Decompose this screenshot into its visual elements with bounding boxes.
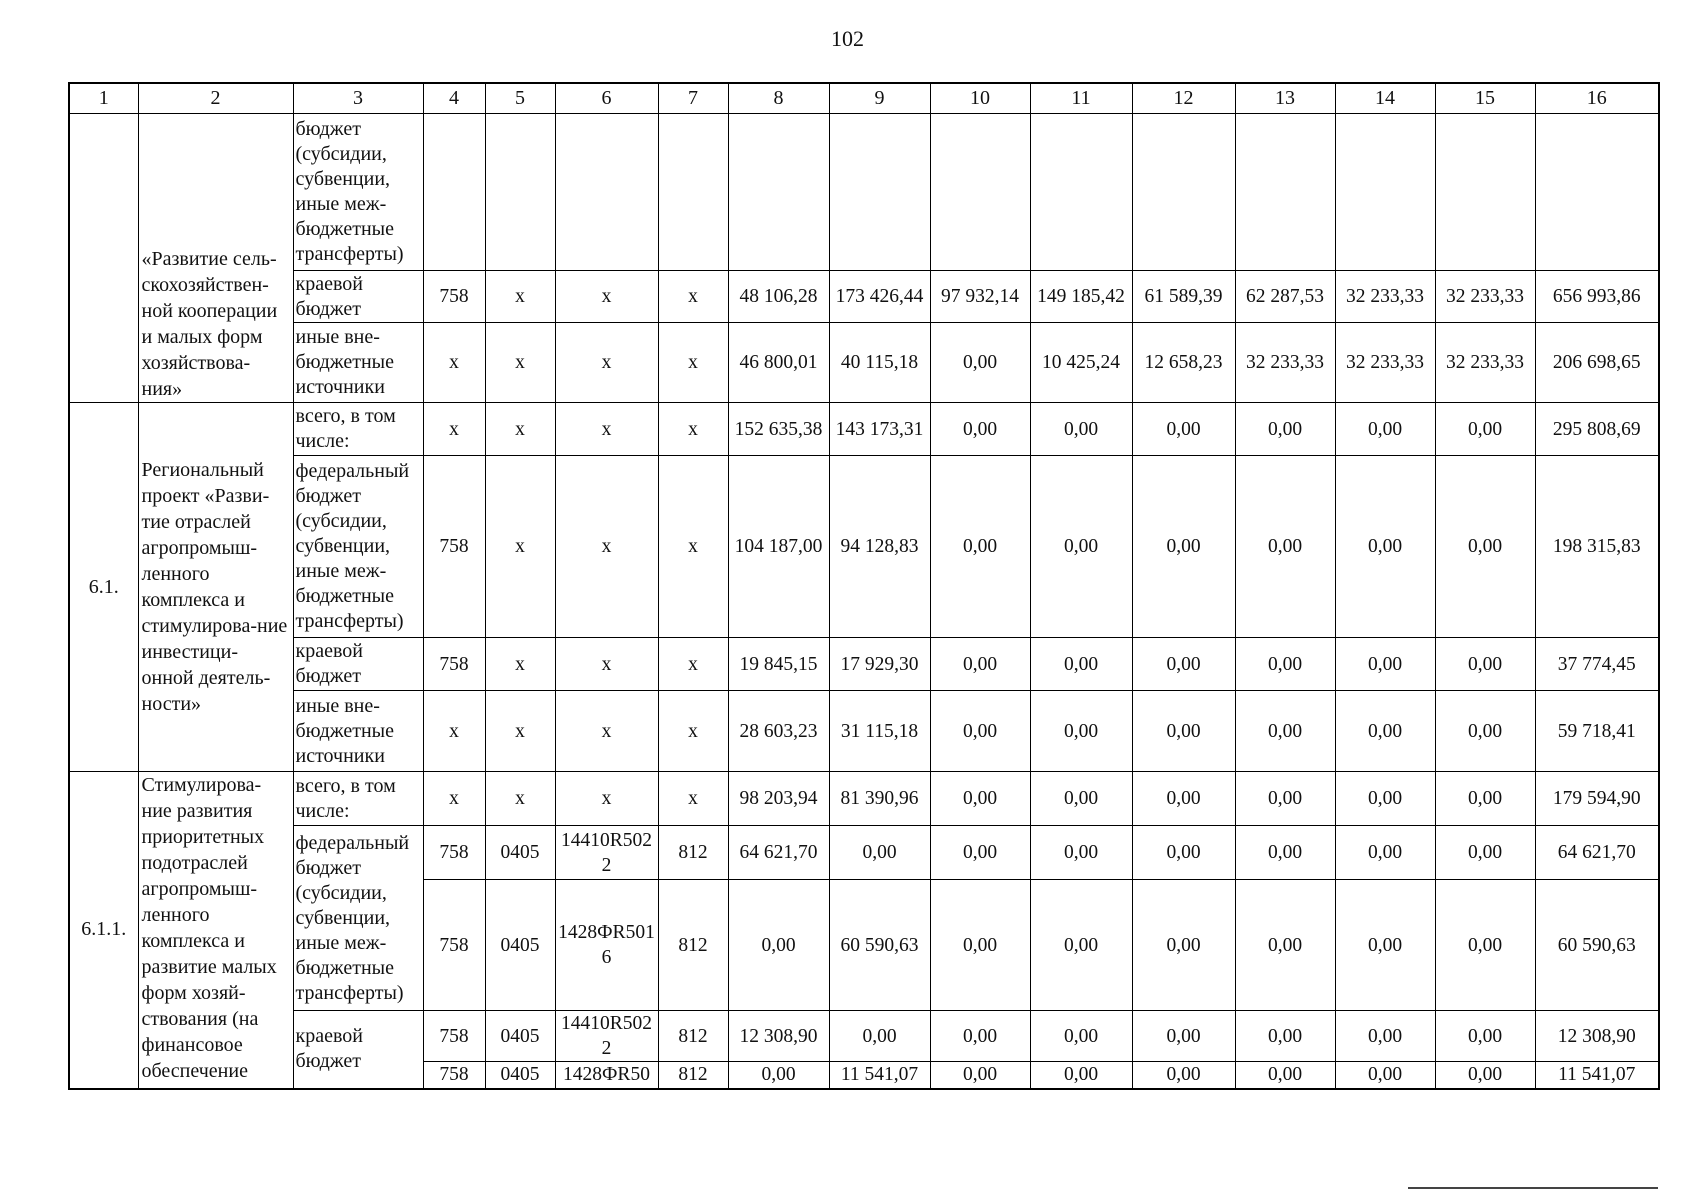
table-cell: 1428ФR50	[555, 1062, 658, 1089]
funding-source: федеральный бюджет (субсидии, субвенции, иные меж-бюджетные трансферты)	[293, 456, 423, 638]
table-cell: 62 287,53	[1235, 271, 1335, 323]
table-cell: 0,00	[1030, 772, 1132, 826]
table-cell: 0,00	[829, 1011, 930, 1062]
table-cell: 64 621,70	[728, 826, 829, 880]
header-cell: 8	[728, 83, 829, 114]
column-number-row	[69, 83, 1659, 114]
table-cell	[829, 114, 930, 271]
table-cell: 0,00	[1435, 772, 1535, 826]
table-cell: 143 173,31	[829, 403, 930, 456]
table-cell: 758	[423, 638, 485, 691]
table-cell: х	[423, 691, 485, 772]
table-cell: 758	[423, 1062, 485, 1089]
table-row	[69, 638, 1659, 691]
table-cell: х	[555, 691, 658, 772]
table-cell: 198 315,83	[1535, 456, 1659, 638]
table-cell: 0,00	[930, 638, 1030, 691]
table-cell: 0,00	[1030, 826, 1132, 880]
table-cell: 173 426,44	[829, 271, 930, 323]
funding-source: всего, в том числе:	[293, 403, 423, 456]
item-number: 6.1.	[69, 403, 138, 772]
table-cell: х	[485, 403, 555, 456]
table-cell: х	[658, 638, 728, 691]
header-cell: 15	[1435, 83, 1535, 114]
header-cell: 10	[930, 83, 1030, 114]
table-cell: 61 589,39	[1132, 271, 1235, 323]
table-cell: х	[658, 271, 728, 323]
table-cell: 0,00	[1335, 691, 1435, 772]
table-cell: 48 106,28	[728, 271, 829, 323]
table-cell: х	[658, 456, 728, 638]
table-cell: 0,00	[930, 772, 1030, 826]
table-cell: 0,00	[930, 403, 1030, 456]
table-cell: 12 308,90	[728, 1011, 829, 1062]
table-cell: 0,00	[1435, 638, 1535, 691]
table-cell: 179 594,90	[1535, 772, 1659, 826]
header-cell: 6	[555, 83, 658, 114]
table-cell: 0,00	[1235, 456, 1335, 638]
header-cell: 14	[1335, 83, 1435, 114]
table-cell: х	[423, 403, 485, 456]
table-cell: х	[658, 772, 728, 826]
funding-source: бюджет (субсидии, субвенции, иные меж-бюджетные трансферты)	[293, 114, 423, 271]
header-cell: 1	[69, 83, 138, 114]
funding-source: краевой бюджет	[293, 638, 423, 691]
table-cell: 0,00	[1030, 691, 1132, 772]
table-cell: 0,00	[1435, 1011, 1535, 1062]
table-cell: х	[423, 323, 485, 403]
table-cell: 0,00	[1132, 1062, 1235, 1089]
item-number: 6.1.1.	[69, 772, 138, 1089]
table-cell: 14410R5022	[555, 1011, 658, 1062]
table-cell: х	[555, 323, 658, 403]
item-name: Стимулирова-ние развития приоритетных подотраслей агропромыш-ленного комплекса и развитие малых форм хозяй-ствования (на финансовое обеспечение	[138, 772, 293, 1089]
table-cell: 32 233,33	[1335, 323, 1435, 403]
table-cell: х	[423, 772, 485, 826]
table-cell: 0,00	[930, 456, 1030, 638]
table-cell: 0,00	[1335, 456, 1435, 638]
table-cell: 0,00	[1132, 826, 1235, 880]
table-cell	[555, 114, 658, 271]
table-cell: 0,00	[1435, 1062, 1535, 1089]
funding-source: иные вне-бюджетные источники	[293, 691, 423, 772]
table-cell: 14410R5022	[555, 826, 658, 880]
table-cell: 0,00	[930, 880, 1030, 1011]
table-cell	[423, 114, 485, 271]
table-cell: 758	[423, 826, 485, 880]
table-cell: 98 203,94	[728, 772, 829, 826]
table-cell: 81 390,96	[829, 772, 930, 826]
table-cell: 0,00	[1132, 691, 1235, 772]
table-row	[69, 403, 1659, 456]
header-cell: 9	[829, 83, 930, 114]
table-cell: 812	[658, 826, 728, 880]
table-cell: 31 115,18	[829, 691, 930, 772]
header-cell: 5	[485, 83, 555, 114]
table-cell: 32 233,33	[1435, 323, 1535, 403]
table-cell: 0,00	[1030, 1062, 1132, 1089]
table-cell: 0,00	[1335, 880, 1435, 1011]
table-cell: 149 185,42	[1030, 271, 1132, 323]
table-cell: 0,00	[1335, 772, 1435, 826]
table-cell: 0,00	[930, 1062, 1030, 1089]
funding-source: краевой бюджет	[293, 1011, 423, 1089]
header-cell: 16	[1535, 83, 1659, 114]
table-cell: 0,00	[930, 691, 1030, 772]
table-cell	[1030, 114, 1132, 271]
table-cell: 0,00	[1235, 772, 1335, 826]
table-cell	[728, 114, 829, 271]
table-cell: 0,00	[1132, 403, 1235, 456]
table-cell: х	[658, 691, 728, 772]
table-cell: 0,00	[1235, 1011, 1335, 1062]
table-row	[69, 691, 1659, 772]
header-cell: 13	[1235, 83, 1335, 114]
item-name: «Развитие сель-скохозяйствен-ной кооперации и малых форм хозяйствова-ния»	[138, 114, 293, 403]
table-cell: 12 308,90	[1535, 1011, 1659, 1062]
table-row	[69, 323, 1659, 403]
table-cell: 0,00	[1235, 691, 1335, 772]
table-cell: 0,00	[1435, 880, 1535, 1011]
table-cell: 0,00	[1030, 638, 1132, 691]
table-cell: 152 635,38	[728, 403, 829, 456]
table-row	[69, 772, 1659, 826]
table-cell: 0,00	[829, 826, 930, 880]
table-cell: 812	[658, 1011, 728, 1062]
table-cell: 0,00	[1030, 1011, 1132, 1062]
table-cell	[1132, 114, 1235, 271]
table-cell: 32 233,33	[1235, 323, 1335, 403]
table-cell: 40 115,18	[829, 323, 930, 403]
table-cell: 0405	[485, 1011, 555, 1062]
table-cell: х	[555, 403, 658, 456]
table-cell: 0,00	[1335, 638, 1435, 691]
table-cell: 0,00	[728, 1062, 829, 1089]
table-cell: х	[485, 323, 555, 403]
budget-table	[68, 82, 1660, 1090]
funding-source: краевой бюджет	[293, 271, 423, 323]
table-cell	[1535, 114, 1659, 271]
table-cell: 758	[423, 880, 485, 1011]
table-cell: 0,00	[1235, 880, 1335, 1011]
table-cell: 0405	[485, 826, 555, 880]
table-cell: 64 621,70	[1535, 826, 1659, 880]
table-cell: 758	[423, 456, 485, 638]
footer-rule	[1408, 1187, 1658, 1189]
table-cell: 28 603,23	[728, 691, 829, 772]
table-cell: 19 845,15	[728, 638, 829, 691]
table-cell: 32 233,33	[1335, 271, 1435, 323]
table-cell: 0,00	[1235, 1062, 1335, 1089]
table-cell: 0,00	[930, 323, 1030, 403]
table-cell: х	[485, 638, 555, 691]
item-name: Региональный проект «Разви-тие отраслей агропромыш-ленного комплекса и стимулирова-ние инвестици-онной деятель-ности»	[138, 403, 293, 772]
table-cell: 60 590,63	[829, 880, 930, 1011]
table-cell: х	[658, 403, 728, 456]
table-cell: 0,00	[1335, 403, 1435, 456]
table-cell: 0,00	[930, 826, 1030, 880]
table-cell: 1428ФR5016	[555, 880, 658, 1011]
table-cell: 656 993,86	[1535, 271, 1659, 323]
table-cell: 59 718,41	[1535, 691, 1659, 772]
table-cell: х	[555, 456, 658, 638]
table-cell: х	[485, 271, 555, 323]
header-cell: 2	[138, 83, 293, 114]
table-row	[69, 1011, 1659, 1062]
table-cell: 0,00	[1132, 638, 1235, 691]
table-cell: 812	[658, 1062, 728, 1089]
table-cell: 11 541,07	[829, 1062, 930, 1089]
table-cell: х	[555, 271, 658, 323]
table-row	[69, 114, 1659, 271]
table-cell: 0,00	[1030, 880, 1132, 1011]
header-cell: 11	[1030, 83, 1132, 114]
table-cell: 104 187,00	[728, 456, 829, 638]
table-cell	[485, 114, 555, 271]
table-cell	[658, 114, 728, 271]
table-cell: 0,00	[1235, 403, 1335, 456]
table-cell: 17 929,30	[829, 638, 930, 691]
table-cell: 46 800,01	[728, 323, 829, 403]
table-cell: 0405	[485, 880, 555, 1011]
table-cell: 0,00	[1335, 1062, 1435, 1089]
table-cell	[1235, 114, 1335, 271]
item-number	[69, 114, 138, 403]
table-cell: 0,00	[1335, 1011, 1435, 1062]
table-cell: 0,00	[1435, 691, 1535, 772]
table-cell: 60 590,63	[1535, 880, 1659, 1011]
table-cell: 32 233,33	[1435, 271, 1535, 323]
table-cell: 12 658,23	[1132, 323, 1235, 403]
table-cell: 0,00	[1235, 826, 1335, 880]
table-cell: 10 425,24	[1030, 323, 1132, 403]
table-cell: 0,00	[1030, 456, 1132, 638]
table-row	[69, 826, 1659, 880]
table-cell: х	[485, 456, 555, 638]
header-cell: 7	[658, 83, 728, 114]
table-cell	[1335, 114, 1435, 271]
table-cell: 0,00	[1235, 638, 1335, 691]
header-cell: 4	[423, 83, 485, 114]
table-cell: 0,00	[1435, 826, 1535, 880]
table-cell: 758	[423, 1011, 485, 1062]
table-cell: 0,00	[1132, 456, 1235, 638]
table-cell: 0405	[485, 1062, 555, 1089]
table-cell: х	[555, 638, 658, 691]
funding-source: иные вне-бюджетные источники	[293, 323, 423, 403]
table-cell: 97 932,14	[930, 271, 1030, 323]
table-cell: 812	[658, 880, 728, 1011]
header-cell: 3	[293, 83, 423, 114]
table-cell: х	[485, 772, 555, 826]
page-number: 102	[831, 26, 864, 51]
table-cell: 0,00	[1132, 772, 1235, 826]
table-cell: 11 541,07	[1535, 1062, 1659, 1089]
table-cell: 37 774,45	[1535, 638, 1659, 691]
table-row	[69, 456, 1659, 638]
table-cell: 206 698,65	[1535, 323, 1659, 403]
table-cell: 0,00	[1435, 403, 1535, 456]
table-cell: х	[485, 691, 555, 772]
table-cell: 0,00	[1435, 456, 1535, 638]
table-row	[69, 271, 1659, 323]
table-cell: 0,00	[1030, 403, 1132, 456]
table-cell: 0,00	[1132, 1011, 1235, 1062]
table-cell: 295 808,69	[1535, 403, 1659, 456]
table-cell: 758	[423, 271, 485, 323]
table-cell: 94 128,83	[829, 456, 930, 638]
header-cell: 12	[1132, 83, 1235, 114]
table-cell	[1435, 114, 1535, 271]
table-cell: 0,00	[930, 1011, 1030, 1062]
table-cell: х	[658, 323, 728, 403]
table-cell: 0,00	[1335, 826, 1435, 880]
funding-source: федеральный бюджет (субсидии, субвенции, иные меж-бюджетные трансферты)	[293, 826, 423, 1011]
table-cell: х	[555, 772, 658, 826]
funding-source: всего, в том числе:	[293, 772, 423, 826]
table-cell: 0,00	[1132, 880, 1235, 1011]
table-cell	[930, 114, 1030, 271]
table-cell: 0,00	[728, 880, 829, 1011]
